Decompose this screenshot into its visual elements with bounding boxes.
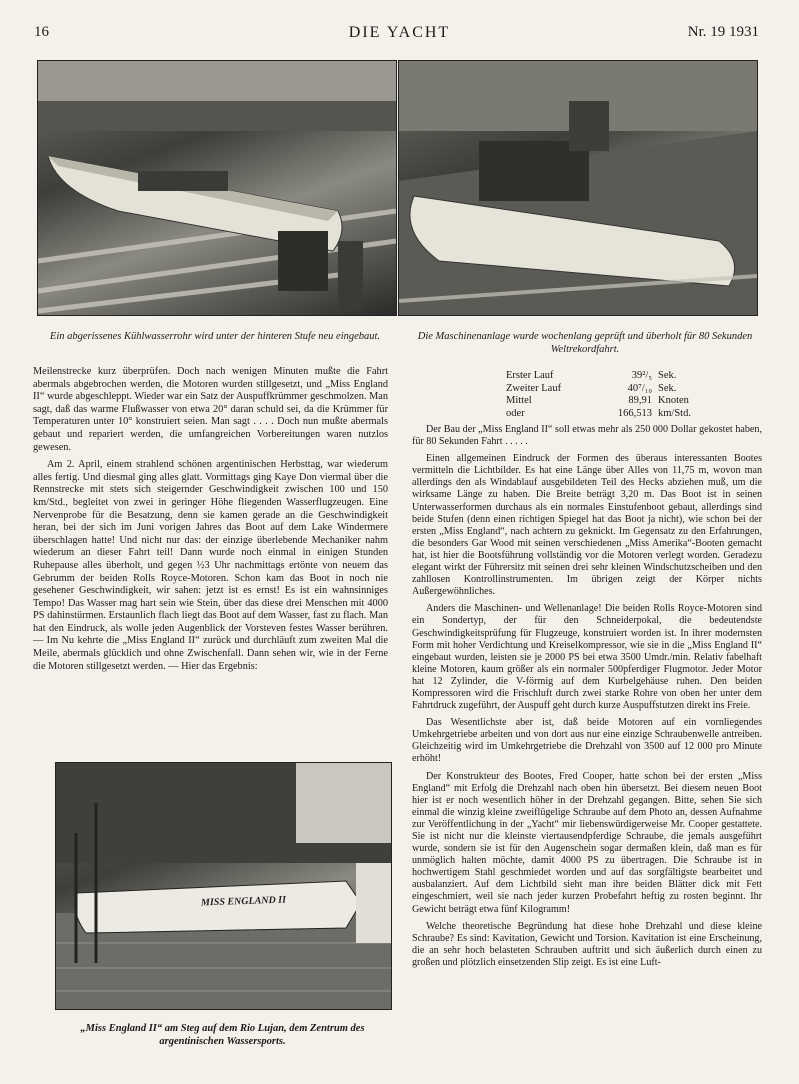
right-paragraph-3: Anders die Maschinen- und Wellenanlage! Die beiden Rolls Royce-Motoren sind ein Sondertyp, der für den Schneiderpokal, die bedeutendste Geschwindigkeitsprüfung für Flugzeuge, konstruiert worden ist. In ihrer modernsten Form mit hoher Verdichtung und Kreiselkompressor, wie sie in die „Miss England II“ eingebaut wurden, leisten sie je 2000 PS bei etwa 3500 Umdr./min. Relativ fabelhaft kleine Motoren, kaum größer als ein normaler 500pferdiger Flugmotor. Jeder Motor hat 12 Zylinder, die V-förmig auf dem Kurbelgehäuse ruhen. Den beiden Kompressoren wird die Frischluft durch zwei starke Rohre von oben her unter dem Fahrtdruck zugeführt, der Auspuff geht durch kurze Auspuffstutzen direkt ins Freie. — [412, 603, 762, 712]
right-paragraph-4: Das Wesentlichste aber ist, daß beide Motoren auf ein vornliegendes Umkehrgetriebe arbeiten und von dort aus nur eine einzige Schraubenwelle antreiben. Gleichzeitig wird im Umkehrgetriebe die Drehzahl von 3500 auf 12 000 pro Minute erhöht! — [412, 717, 762, 765]
caption-top-right: Die Maschinenanlage wurde wochenlang geprüft und überholt für 80 Sekunden Weltrekordfahrt. — [417, 331, 753, 355]
issue-number: Nr. 19 1931 — [687, 24, 759, 40]
result-value: 39²/₅ — [631, 370, 652, 381]
right-paragraph-1: Der Bau der „Miss England II“ soll etwas mehr als 250 000 Dollar gekostet haben, für 80 Sekunden Fahrt . . . . . — [412, 424, 762, 448]
results-table — [506, 370, 706, 420]
magazine-title: DIE YACHT — [348, 24, 451, 41]
result-value: 40⁷/₁₀ — [627, 382, 652, 394]
right-paragraph-6: Welche theoretische Begründung hat diese hohe Drehzahl und diese kleine Schraube? Es sind: Kavitation, Gewicht und Torsion. Kavitation ist eine Erscheinung, die an sehr hoch belasteten Schrauben auftritt und sich äußerlich durch einen zu großen und plötzlich einsetzenden Slip zeigt. Es ist eine Luft- — [412, 920, 762, 968]
right-paragraph-2: Einen allgemeinen Eindruck der Formen des überaus interessanten Bootes vermitteln die Lichtbilder. Es hat eine Länge über Alles von 11,75 m, wovon man allerdings den als Windablauf ausgebildeten Teil des Hecks abziehen muß, um die wirksame Länge zu haben. Die Breite beträgt 3,20 m. Das Boot ist in seinen Unterwasserformen durchaus als ein normales Einstufenboot gebaut, allerdings sind beide Stufen (denn einen richtigen Spiegel hat das Boot ja nicht), wie schon bei der ersten „Miss England“, nach achtern zu geknickt. Im Gegensatz zu den Erfahrungen, die besonders Gar Wood mit seinen verschiedenen „Miss Amerika“-Booten gemacht hat, ist hier die Bootsführung vollständig vor die Motoren verlegt worden. Geradezu elegant wirkt der Führersitz mit seinen drei sehr kleinen Windschutzscheiben und den zahllosen Kontrollinstrumenten. Im übrigen zeigt der Körper nichts Außergewöhnliches. — [412, 453, 762, 598]
result-unit: Sek. — [658, 370, 677, 381]
photo-miss-england-ii-at-pier — [55, 762, 392, 1010]
page-header — [0, 0, 799, 50]
result-label: Erster Lauf — [506, 370, 554, 381]
photo-boat-on-slipway-image — [38, 61, 396, 315]
result-label: Mittel — [506, 395, 532, 407]
result-unit: km/Std. — [658, 407, 691, 419]
left-paragraph-2: Am 2. April, einem strahlend schönen argentinischen Herbsttag, war wiederum alles fertig. Und diesmal ging alles glatt. Vormittags ging Kaye Don viermal über die Rennstrecke mit stets sich steigernder Geschwindigkeit zwischen 100 und 150 km/Std., begleitet von zwei in geringer Höhe fliegenden Wasserflugzeugen. Eine Nervenprobe für die Besatzung, denn sie kamen gerade an die Geschwindigkeit heran, bei der sich im Juni vorigen Jahres das Boot auf dem Lake Windermere überschlagen hatte! Und nicht nur das: der einzige überlebende Mechaniker nahm wiederum an dieser Fahrt teil! Dann wurde noch einmal in einigen Stunden Ruhepause alles überholt, und gegen ½3 Uhr nachmittags ertönte von neuem das Gebrumm der beiden Rolls Royce-Motoren. Schon kam das Boot in noch nie gesehener Geschwindigkeit, wir sahen: jetzt ist es ernst! Es ist ein wahnsinniges Tempo! Das Wasser mag hart sein wie Stein, über das diese drei Menschen mit 4000 PS dahinstürmen. Erstaunlich flach liegt das Boot auf dem Wasser, fast zu flach. Man hat den Eindruck, als wolle jeden Augenblick der Vorsteven festes Wasser berühren. — Im Nu kehrte die „Miss England II“ zurück und durchläuft zum zweiten Mal die Meile, abermals glücklich und ohne Zwischenfall. Dann sehen wir, wie in der Ferne die Motoren stillgesetzt werden. — Hier das Ergebnis: — [33, 459, 388, 672]
result-unit: Knoten — [658, 395, 689, 407]
boat-hull-lettering: MISS ENGLAND II — [200, 894, 287, 909]
photo-boat-on-slipway — [37, 60, 397, 316]
photo-miss-england-ii-image — [56, 763, 391, 1009]
result-unit: Sek. — [658, 382, 677, 394]
right-column-text — [412, 424, 762, 1079]
result-label: Zweiter Lauf — [506, 382, 562, 394]
left-paragraph-1: Meilenstrecke kurz überprüfen. Doch nach wenigen Minuten mußte die Fahrt abermals abgebrochen werden, die Motoren wurden stillgesetzt, und „Miss England II“ wurde abgeschleppt. Wieder war ein Satz der Auspuffkrümmer geschmolzen. Man sagt, daß das warme Flußwasser von etwa 20° daran schuld sei, da die Krümmer für Temperaturen unter 10° konstruiert seien. Man sagt . . . . Doch nun mußte abermals gebaut und repariert werden, die umfangreichen Vorbereitungen waren nutzlos gewesen. — [33, 366, 388, 453]
photo-engine-installation-image — [399, 61, 757, 315]
right-paragraph-5: Der Konstrukteur des Bootes, Fred Cooper, hatte schon bei der ersten „Miss England“ mit Erfolg die Drehzahl nach oben hin übersetzt. Bei diesem neuen Boot hier ist er noch wesentlich höher in der Drehzahl gegangen. Bitte, sehen Sie sich einmal die winzig kleine zweiflügelige Schraube auf dem Photo an, dessen Aufnahme zur Veröffentlichung in der „Yacht“ mir liebenswürdigerweise Mr. Cooper gestattete. Sie ist nicht nur die kleinste viertausendpferdige Schraube, die jemals ausgeführt wurde, sondern sie ist für den Augenschein sogar dermaßen klein, daß man es für unmöglich halten möchte, damit 4000 PS zu übertragen. Die Schraube ist in hochwertigem Stahl geschmiedet worden und auf das sorgfältigste bearbeitet und ausbalanziert. Auf dem Lichtbild sieht man ihre beiden Blätter dick mit Fett eingeschmiert, weil sie nach jeder kurzen Probefahrt heftig zu rosten beginnt. Ihr Gewicht beträgt etwa fünf Kilogramm! — [412, 770, 762, 915]
photo-engine-installation — [398, 60, 758, 316]
result-value: 166,513 — [617, 407, 652, 419]
result-row — [506, 408, 706, 421]
caption-top-left: Ein abgerissenes Kühlwasserrohr wird unter der hinteren Stufe neu eingebaut. — [49, 331, 381, 342]
result-row — [506, 395, 706, 408]
result-value: 89,91 — [628, 395, 652, 407]
left-column-text — [33, 366, 388, 756]
result-label: oder — [506, 407, 525, 419]
page-number: 16 — [34, 24, 49, 40]
caption-bottom: „Miss England II“ am Steg auf dem Rio Lujan, dem Zentrum des argentinischen Wassersports. — [80, 1023, 365, 1047]
result-row — [506, 370, 706, 383]
result-row — [506, 383, 706, 396]
